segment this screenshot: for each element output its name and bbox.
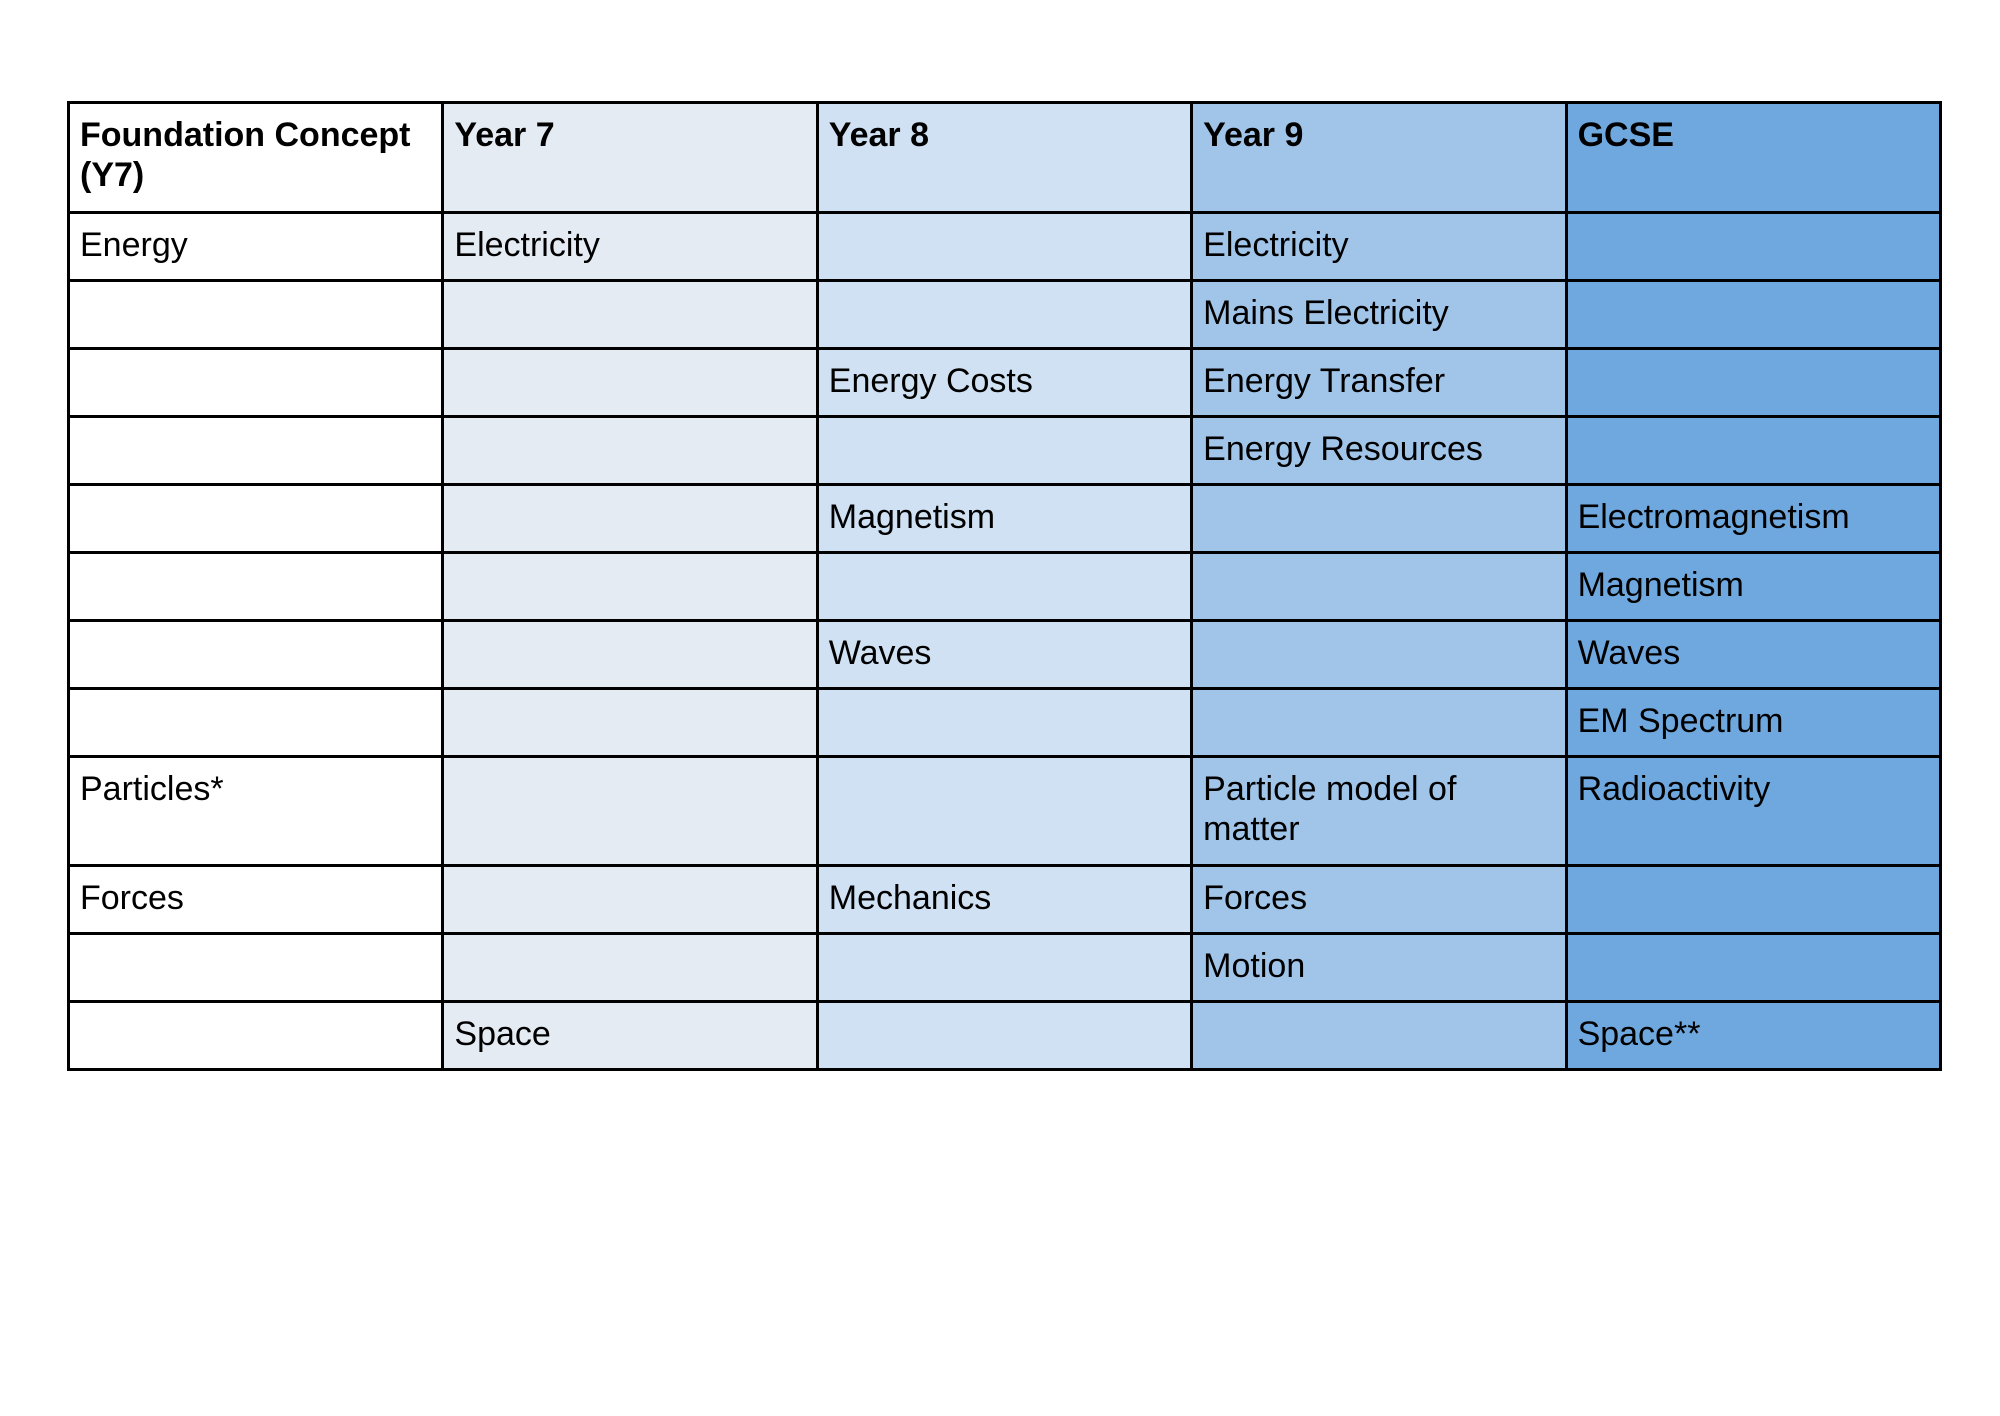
table-cell (1566, 866, 1940, 934)
table-cell: Forces (69, 866, 443, 934)
table-cell: Magnetism (1566, 553, 1940, 621)
table-cell: Magnetism (817, 485, 1191, 553)
table-cell (443, 689, 817, 757)
table-cell (69, 621, 443, 689)
table-cell (1566, 213, 1940, 281)
table-cell (443, 621, 817, 689)
table-cell: Particle model of matter (1192, 757, 1566, 866)
table-row (69, 621, 1941, 689)
table-cell: Particles* (69, 757, 443, 866)
table-cell (69, 1002, 443, 1070)
table-cell: Forces (1192, 866, 1566, 934)
table-cell (817, 213, 1191, 281)
table-cell (817, 1002, 1191, 1070)
header-year-9: Year 9 (1192, 103, 1566, 213)
table-cell (69, 553, 443, 621)
table-cell (1192, 553, 1566, 621)
table-row (69, 213, 1941, 281)
table-cell (443, 349, 817, 417)
table-cell (1192, 485, 1566, 553)
table-cell (817, 281, 1191, 349)
table-cell: Mechanics (817, 866, 1191, 934)
table-cell: Radioactivity (1566, 757, 1940, 866)
table-cell (817, 757, 1191, 866)
table-cell (1192, 1002, 1566, 1070)
table-cell: Electricity (443, 213, 817, 281)
table-row (69, 689, 1941, 757)
table-cell (817, 689, 1191, 757)
table-cell (443, 281, 817, 349)
table-cell (443, 553, 817, 621)
table-cell (443, 934, 817, 1002)
table-cell: Motion (1192, 934, 1566, 1002)
header-year-8: Year 8 (817, 103, 1191, 213)
table-cell: Electricity (1192, 213, 1566, 281)
table-row (69, 417, 1941, 485)
table-cell (817, 417, 1191, 485)
table-cell: Waves (1566, 621, 1940, 689)
table-cell: Space** (1566, 1002, 1940, 1070)
table-cell (69, 934, 443, 1002)
table-cell: Energy Resources (1192, 417, 1566, 485)
table-cell (69, 417, 443, 485)
table-cell: EM Spectrum (1566, 689, 1940, 757)
table-cell (1566, 281, 1940, 349)
table-cell: Energy (69, 213, 443, 281)
curriculum-table (67, 101, 1942, 1071)
table-cell (1566, 934, 1940, 1002)
table-row (69, 866, 1941, 934)
table-row (69, 485, 1941, 553)
table-cell (1192, 689, 1566, 757)
table-cell (817, 553, 1191, 621)
table-cell (69, 281, 443, 349)
header-foundation-concept: Foundation Concept (Y7) (69, 103, 443, 213)
table-row (69, 349, 1941, 417)
table-row (69, 1002, 1941, 1070)
table-cell (443, 417, 817, 485)
table-cell (443, 485, 817, 553)
header-gcse: GCSE (1566, 103, 1940, 213)
table-cell (1192, 621, 1566, 689)
table-cell (443, 866, 817, 934)
table-cell: Energy Transfer (1192, 349, 1566, 417)
table-row (69, 757, 1941, 866)
header-row (69, 103, 1941, 213)
table-cell (69, 689, 443, 757)
table-cell: Energy Costs (817, 349, 1191, 417)
table-row (69, 553, 1941, 621)
table-cell: Mains Electricity (1192, 281, 1566, 349)
header-year-7: Year 7 (443, 103, 817, 213)
table-row (69, 281, 1941, 349)
table-cell (1566, 417, 1940, 485)
table-cell (443, 757, 817, 866)
table-row (69, 934, 1941, 1002)
table-cell (817, 934, 1191, 1002)
table-cell (69, 485, 443, 553)
table-cell (1566, 349, 1940, 417)
table-cell: Electromagnetism (1566, 485, 1940, 553)
table-cell (69, 349, 443, 417)
table-cell: Waves (817, 621, 1191, 689)
table-cell: Space (443, 1002, 817, 1070)
